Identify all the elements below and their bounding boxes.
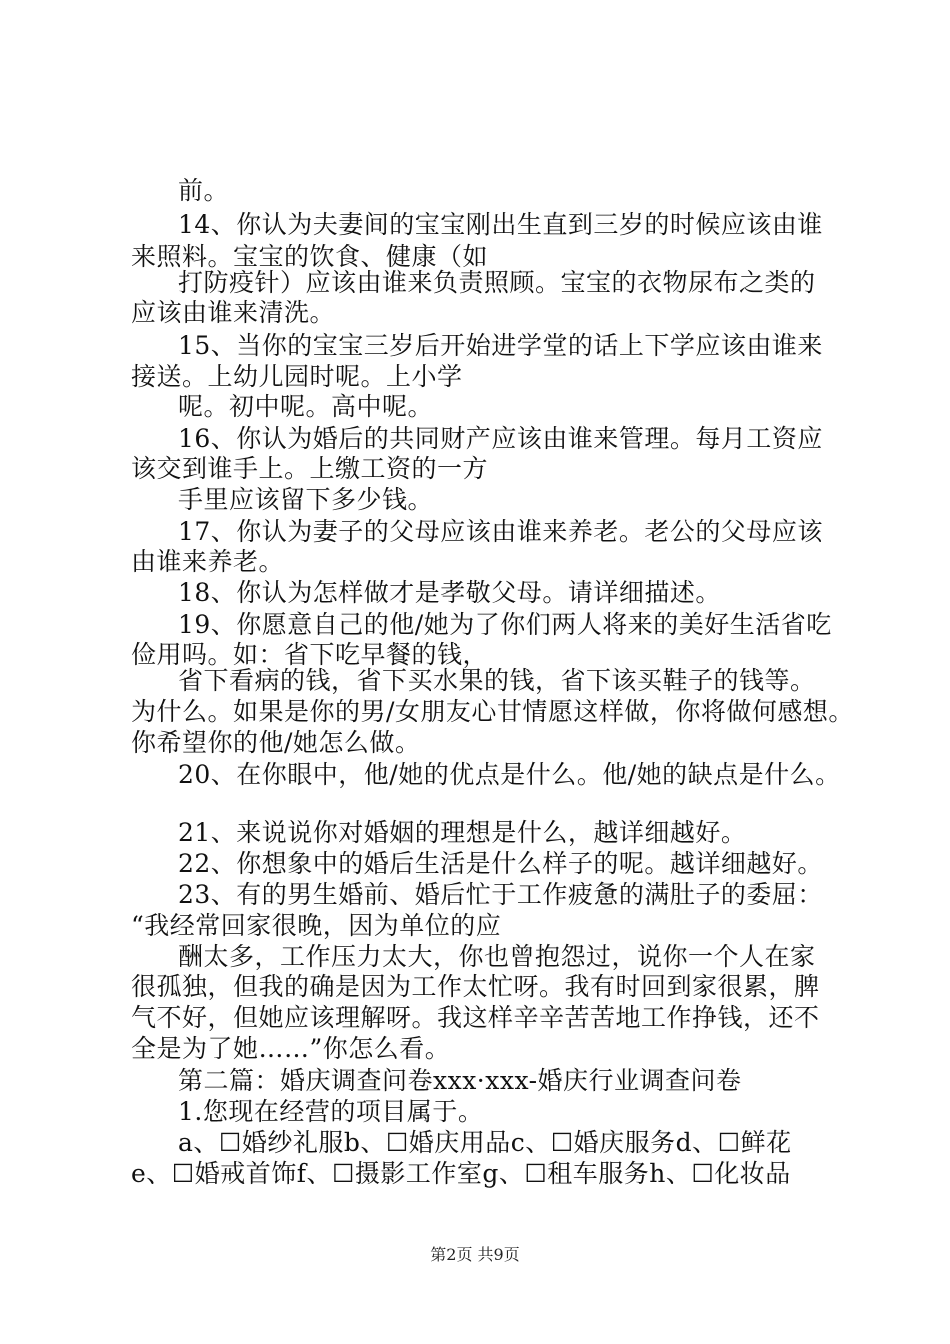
text-line: 17、你认为妻子的父母应该由谁来养老。老公的父母应该 (178, 517, 823, 546)
text-line: 20、在你眼中，他/她的优点是什么。他/她的缺点是什么。 (178, 760, 841, 789)
text-line: 呢。初中呢。高中呢。 (178, 392, 434, 421)
text-line: 16、你认为婚后的共同财产应该由谁来管理。每月工资应 (178, 424, 823, 453)
text-line: “我经常回家很晚，因为单位的应 (131, 911, 502, 940)
text-line: 俭用吗。如：省下吃早餐的钱， (131, 640, 489, 669)
text-line: 酬太多，工作压力太大，你也曾抱怨过，说你一个人在家 (178, 942, 816, 971)
section-heading: 第二篇：婚庆调查问卷xxx·xxx-婚庆行业调查问卷 (178, 1066, 742, 1095)
text-line: 前。 (178, 176, 230, 205)
text-line: 22、你想象中的婚后生活是什么样子的呢。越详细越好。 (178, 849, 823, 878)
text-line: 23、有的男生婚前、婚后忙于工作疲惫的满肚子的委屈： (178, 880, 823, 909)
text-line: 19、你愿意自己的他/她为了你们两人将来的美好生活省吃 (178, 610, 832, 639)
text-line: 15、当你的宝宝三岁后开始进学堂的话上下学应该由谁来 (178, 331, 823, 360)
text-line: e、☐婚戒首饰f、☐摄影工作室g、☐租车服务h、☐化妆品 (131, 1159, 791, 1188)
text-line: 接送。上幼儿园时呢。上小学 (131, 362, 463, 391)
text-line: 该交到谁手上。上缴工资的一方 (131, 454, 489, 483)
text-line: 18、你认为怎样做才是孝敬父母。请详细描述。 (178, 578, 721, 607)
text-line: 1.您现在经营的项目属于。 (178, 1097, 484, 1126)
text-line: 14、你认为夫妻间的宝宝刚出生直到三岁的时候应该由谁 (178, 210, 823, 239)
page-number-footer: 第2页 共9页 (430, 1245, 520, 1264)
text-line: 你希望你的他/她怎么做。 (131, 728, 421, 757)
text-line: 气不好，但她应该理解呀。我这样辛辛苦苦地工作挣钱，还不 (131, 1003, 820, 1032)
text-line: 省下看病的钱，省下买水果的钱，省下该买鞋子的钱等。 (178, 666, 816, 695)
text-line: 全是为了她……”你怎么看。 (131, 1034, 451, 1063)
text-line: 应该由谁来清洗。 (131, 298, 336, 327)
text-line: 打防疫针）应该由谁来负责照顾。宝宝的衣物尿布之类的 (178, 268, 816, 297)
text-line: 手里应该留下多少钱。 (178, 485, 434, 514)
text-line: 由谁来养老。 (131, 547, 285, 576)
text-line: a、☐婚纱礼服b、☐婚庆用品c、☐婚庆服务d、☐鲜花 (178, 1128, 792, 1157)
text-line: 很孤独，但我的确是因为工作太忙呀。我有时回到家很累，脾 (131, 972, 820, 1001)
text-line: 21、来说说你对婚姻的理想是什么，越详细越好。 (178, 818, 747, 847)
text-line: 为什么。如果是你的男/女朋友心甘情愿这样做，你将做何感想。 (131, 697, 854, 726)
text-line: 来照料。宝宝的饮食、健康（如 (131, 242, 489, 271)
